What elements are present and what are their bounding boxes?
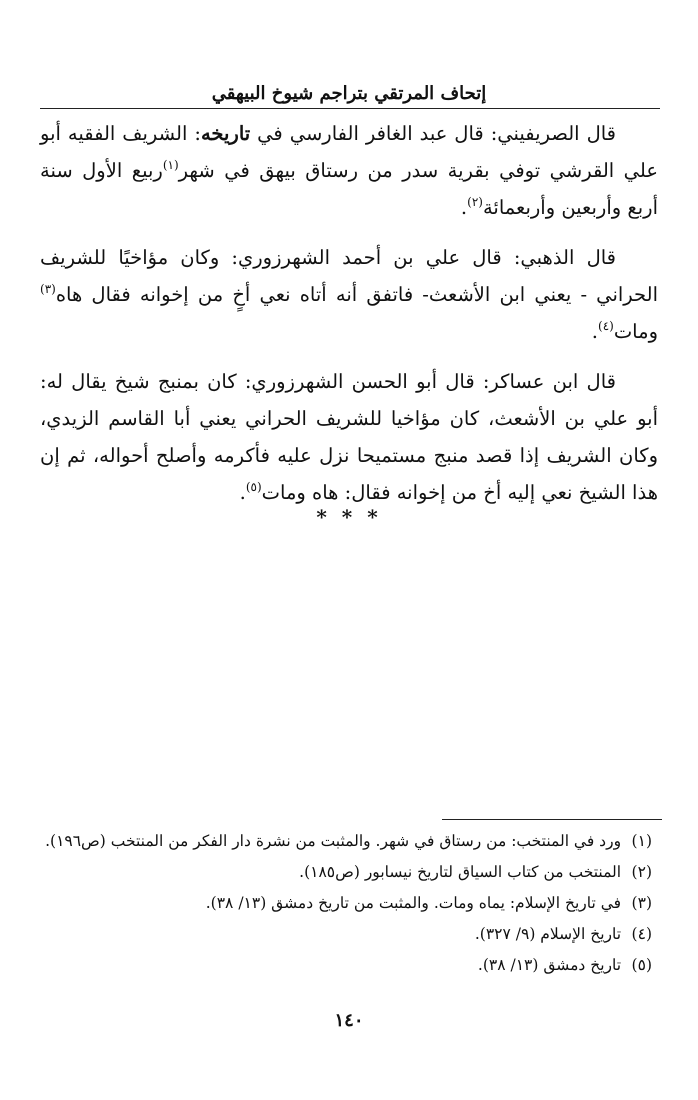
footnotes xyxy=(40,826,658,981)
paragraph-end: . xyxy=(239,481,246,504)
footnote-text: ورد في المنتخب: من رستاق في شهر. والمثبت من نشرة دار الفكر من المنتخب (ص١٩٦). xyxy=(45,832,622,850)
footnote-text: في تاريخ الإسلام: يماه ومات. والمثبت من تاريخ دمشق (١٣/ ٣٨). xyxy=(205,894,622,912)
paragraph-text: ربيع الأول سنة أربع وأربعين وأربعمائة xyxy=(40,159,658,219)
footnote-text: تاريخ دمشق (١٣/ ٣٨). xyxy=(477,956,622,974)
paragraph-ibn-asakir xyxy=(40,363,658,511)
paragraph-text: قال الصريفيني: قال عبد الغافر الفارسي في xyxy=(250,122,616,145)
footnote-ref-4: (٤) xyxy=(598,319,614,333)
running-title: إتحاف المرتقي بتراجم شيوخ البيهقي xyxy=(211,83,487,104)
footnote-ref-2: (٢) xyxy=(467,195,483,209)
footnote-3 xyxy=(40,888,658,919)
footnote-text: المنتخب من كتاب السياق لتاريخ نيسابور (ص١٨٥). xyxy=(299,863,622,881)
footnote-ref-3: (٣) xyxy=(40,282,56,296)
page-number: ١٤٠ xyxy=(334,1010,364,1031)
footnote-number: (٥) xyxy=(631,956,652,974)
paragraph-text: قال الذهبي: قال علي بن أحمد الشهرزوري: وكان مؤاخيًا للشريف الحراني - يعني ابن الأشعث- فاتفق أنه أتاه نعي أخٍ من إخوانه فقال هاه xyxy=(40,246,658,306)
footnote-5 xyxy=(40,950,658,981)
paragraph-text: قال ابن عساكر: قال أبو الحسن الشهرزوري: كان بمنبج شيخ يقال له: أبو علي بن الأشعث، كان مؤاخيا للشريف الحراني يعني أبا القاسم الزيدي، وكان الشريف إذا قصد منبج مستميحا نزل عليه فأكرمه وأصلح أحواله، ثم إن هذا الشيخ نعي إليه أخ من إخوانه فقال: هاه ومات xyxy=(40,370,658,504)
paragraph-sarifini xyxy=(40,115,658,226)
footnote-number: (٢) xyxy=(631,863,652,881)
paragraph-text: ومات xyxy=(613,320,658,343)
footnote-rule xyxy=(442,819,662,820)
paragraph-text: : الشريف الفقيه أبو علي القرشي توفي بقرية سدر من رستاق بيهق في شهر xyxy=(40,122,658,182)
footnote-1 xyxy=(40,826,658,857)
footnote-number: (٣) xyxy=(631,894,652,912)
footnote-number: (٤) xyxy=(631,925,652,943)
paragraph-end: . xyxy=(591,320,598,343)
header-rule xyxy=(40,108,660,109)
footnote-2 xyxy=(40,857,658,888)
main-text xyxy=(40,115,658,524)
paragraph-end: . xyxy=(460,196,468,219)
footnote-4 xyxy=(40,919,658,950)
footnote-number: (١) xyxy=(631,832,652,850)
section-separator: * * * xyxy=(316,505,382,529)
bold-term-tarikh: تاريخه xyxy=(200,122,251,145)
footnote-ref-1: (١) xyxy=(162,158,179,172)
footnote-ref-5: (٥) xyxy=(245,480,262,494)
paragraph-dhahabi xyxy=(40,239,658,350)
footnote-text: تاريخ الإسلام (٩/ ٣٢٧). xyxy=(474,925,622,943)
